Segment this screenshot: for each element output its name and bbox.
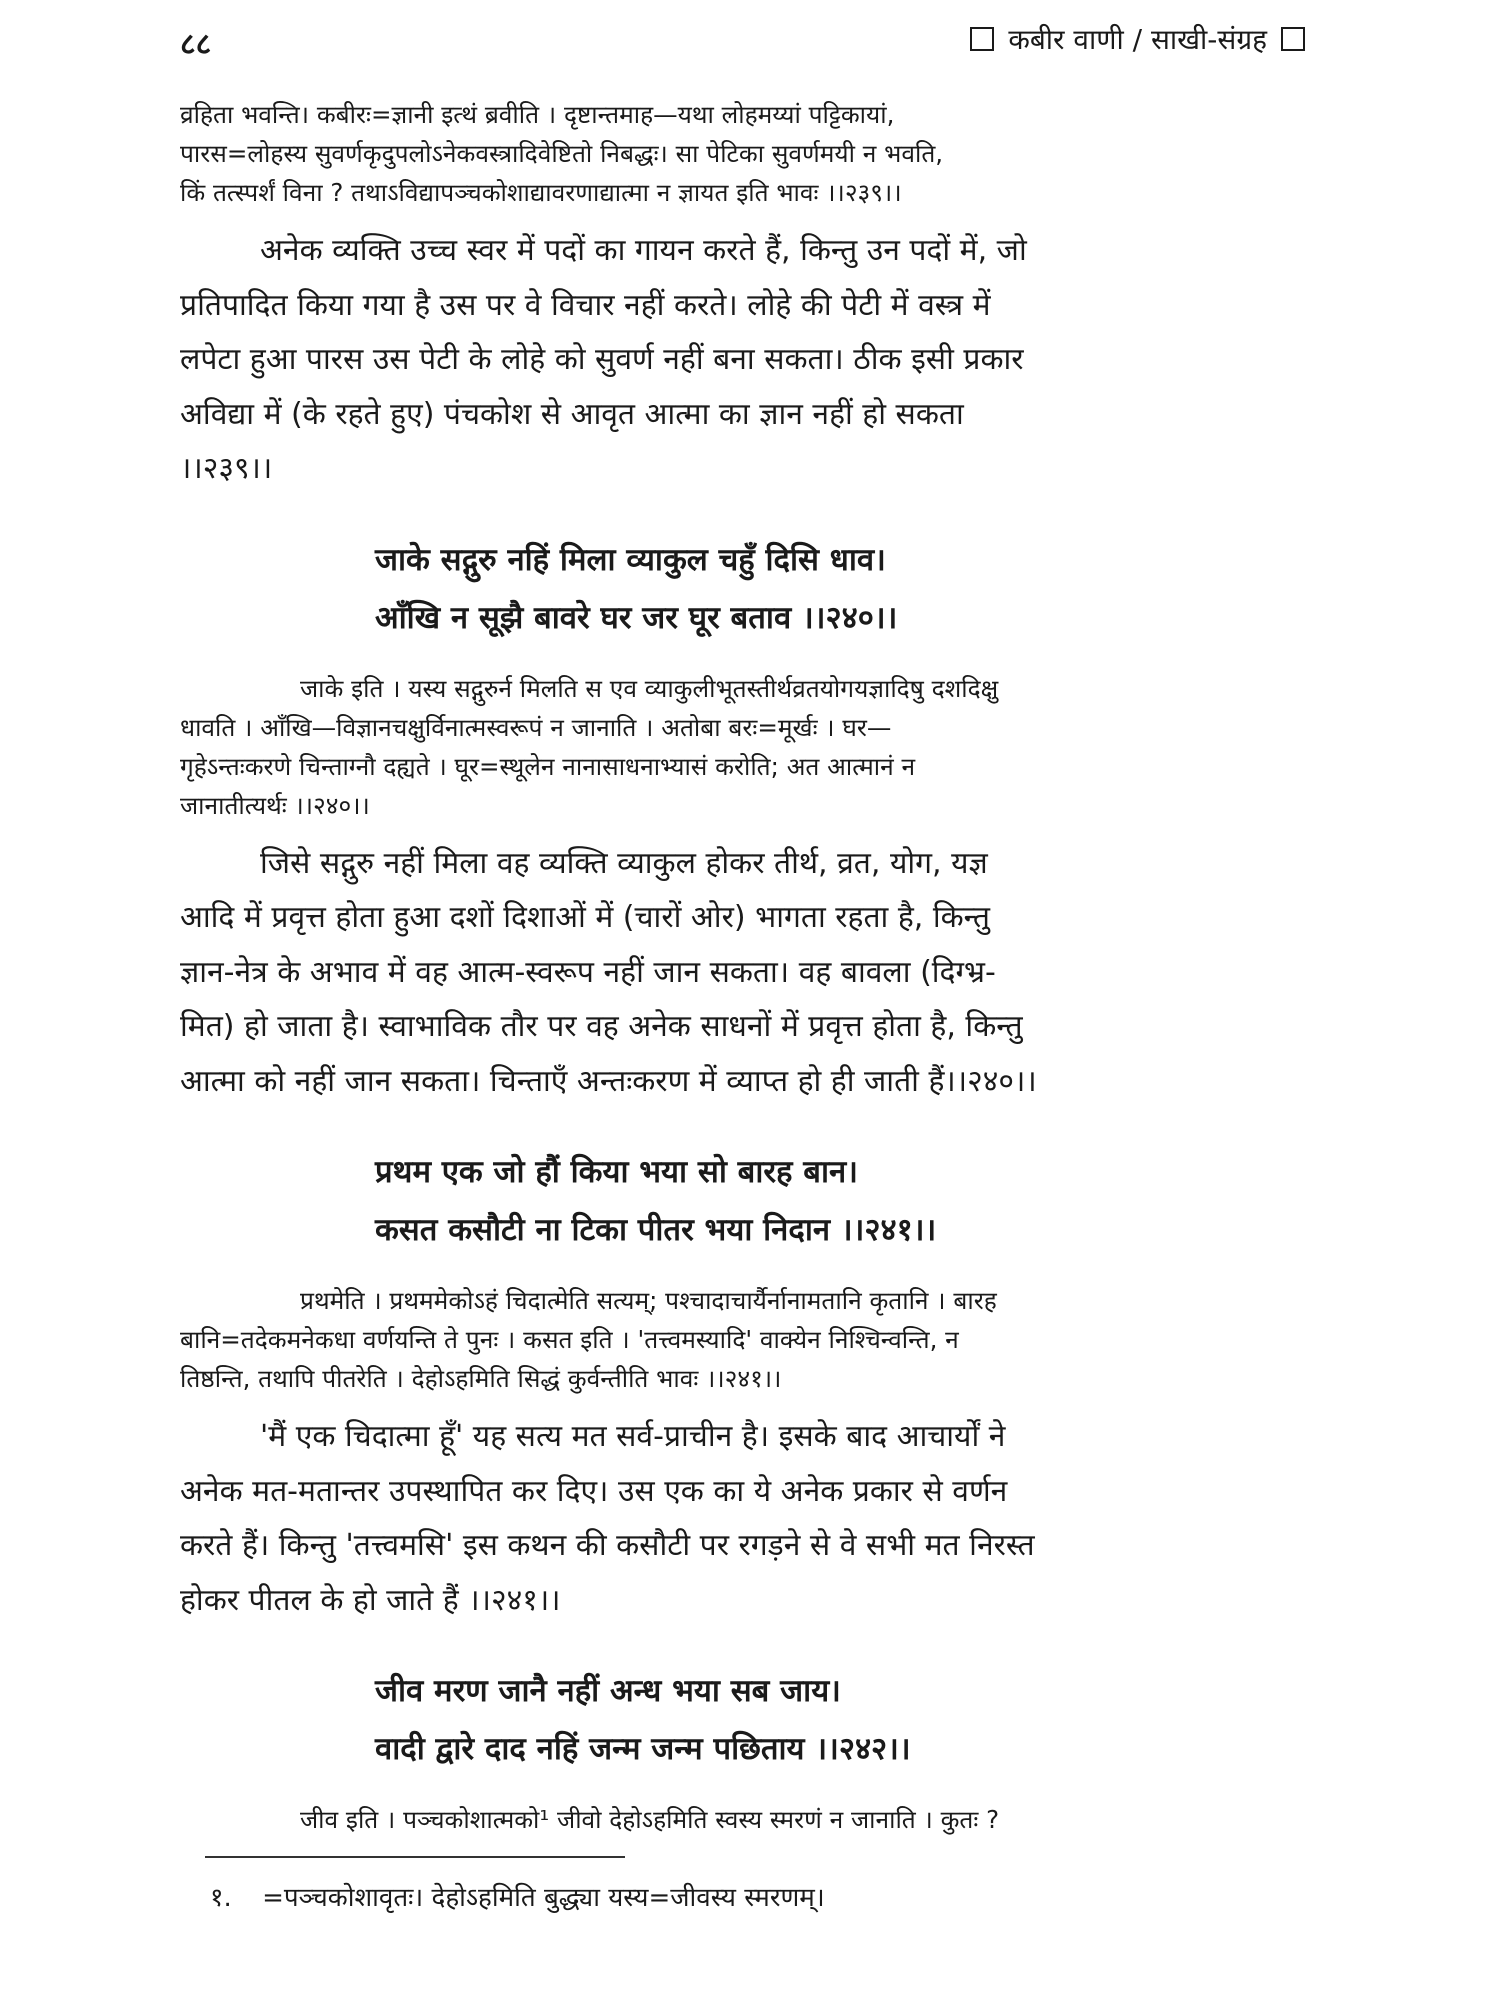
text-line: लपेटा हुआ पारस उस पेटी के लोहे को सुवर्ण नहीं बना सकता। ठीक इसी प्रकार — [180, 342, 1024, 377]
couplet-line: वादी द्वारे दाद नहिं जन्म जन्म पछिताय ।।२४२।। — [375, 1731, 911, 1767]
text-line: व्रहिता भवन्ति। कबीरः=ज्ञानी इत्थं ब्रवीति । दृष्टान्तमाह—यथा लोहमय्यां पट्टिकायां, — [180, 100, 895, 129]
couplet-line: जाके सद्गुरु नहिं मिला व्याकुल चहुँ दिसि धाव। — [375, 541, 886, 578]
text-line: आदि में प्रवृत्त होता हुआ दशों दिशाओं में (चारों ओर) भागता रहता है, किन्तु — [180, 900, 991, 935]
text-line: 'मैं एक चिदात्मा हूँ' यह सत्य मत सर्व-प्राचीन है। इसके बाद आचार्यों ने — [260, 1419, 1006, 1454]
couplet-line: कसत कसौटी ना टिका पीतर भया निदान ।।२४१।। — [375, 1212, 937, 1248]
text-line: गृहेऽन्तःकरणे चिन्ताग्नौ दह्यते । घूर=स्थूलेन नानासाधनाभ्यासं करोति; अत आत्मानं न — [180, 751, 916, 781]
text-line: होकर पीतल के हो जाते हैं ।।२४१।। — [180, 1582, 561, 1618]
text-line: बानि=तदेकमनेकधा वर्णयन्ति ते पुनः । कसत इति । 'तत्त्वमस्यादि' वाक्येन निश्चिन्वन्ति, न — [180, 1325, 959, 1354]
sanskrit-commentary — [180, 95, 1310, 212]
square-ornament-icon — [1281, 27, 1305, 51]
sanskrit-commentary — [180, 1281, 1310, 1398]
text-line: जीव इति । पञ्चकोशात्मको¹ जीवो देहोऽहमिति स्वस्य स्मरणं न जानाति । कुतः ? — [300, 1805, 1000, 1834]
hindi-explanation — [180, 224, 1310, 497]
footnote — [210, 1878, 825, 1914]
text-line: जिसे सद्गुरु नहीं मिला वह व्यक्ति व्याकुल होकर तीर्थ, व्रत, योग, यज्ञ — [260, 845, 988, 881]
footnote-marker: १. — [210, 1883, 232, 1913]
running-title-text: कबीर वाणी / साखी-संग्रह — [1008, 23, 1267, 56]
text-line: ।।२३९।। — [180, 451, 273, 486]
hindi-explanation — [180, 1410, 1310, 1628]
text-line: अनेक मत-मतान्तर उपस्थापित कर दिए। उस एक का ये अनेक प्रकार से वर्णन — [180, 1473, 1008, 1509]
sanskrit-commentary — [180, 669, 1310, 825]
text-line: आत्मा को नहीं जान सकता। चिन्ताएँ अन्तःकरण में व्याप्त हो ही जाती हैं।।२४०।। — [180, 1063, 1037, 1099]
text-line: जानातीत्यर्थः ।।२४०।। — [180, 790, 370, 820]
text-line: धावति । आँखि—विज्ञानचक्षुर्विनात्मस्वरूपं न जानाति । अतोबा बरः=मूर्खः । घर— — [180, 712, 892, 742]
text-line: पारस=लोहस्य सुवर्णकृदुपलोऽनेकवस्त्रादिवेष्टितो निबद्धः। सा पेटिका सुवर्णमयी न भवति, — [180, 139, 944, 168]
text-line: प्रतिपादित किया गया है उस पर वे विचार नहीं करते। लोहे की पेटी में वस्त्र में — [180, 287, 991, 323]
couplet — [180, 1143, 1310, 1259]
text-line: जाके इति । यस्य सद्गुरुर्न मिलति स एव व्याकुलीभूतस्तीर्थव्रतयोगयज्ञादिषु दशदिक्षु — [300, 673, 999, 703]
text-line: प्रथमेति । प्रथममेकोऽहं चिदात्मेति सत्यम्; पश्चादाचार्यैर्नानामतानि कृतानि । बारह — [300, 1286, 997, 1315]
text-line: अविद्या में (के रहते हुए) पंचकोश से आवृत आत्मा का ज्ञान नहीं हो सकता — [180, 396, 964, 432]
text-line: अनेक व्यक्ति उच्च स्वर में पदों का गायन करते हैं, किन्तु उन पदों में, जो — [260, 233, 1027, 268]
text-line: किं तत्स्पर्शं विना ? तथाऽविद्यापञ्चकोशाद्यावरणाद्यात्मा न ज्ञायत इति भावः ।।२३९।। — [180, 178, 902, 207]
couplet — [180, 531, 1310, 647]
square-ornament-icon — [970, 27, 994, 51]
text-line: तिष्ठन्ति, तथापि पीतरेति । देहोऽहमिति सिद्धं कुर्वन्तीति भावः ।।२४१।। — [180, 1364, 782, 1393]
text-line: करते हैं। किन्तु 'तत्त्वमसि' इस कथन की कसौटी पर रगड़ने से वे सभी मत निरस्त — [180, 1528, 1035, 1563]
couplet-line: प्रथम एक जो हौं किया भया सो बारह बान। — [375, 1154, 858, 1190]
couplet-line: जीव मरण जानै नहीं अन्ध भया सब जाय। — [375, 1673, 841, 1709]
couplet-line: आँखि न सूझै बावरे घर जर घूर बताव ।।२४०।। — [375, 599, 898, 636]
page-number: ८८ — [180, 27, 212, 62]
text-line: मित) हो जाता है। स्वाभाविक तौर पर वह अनेक साधनों में प्रवृत्त होता है, किन्तु — [180, 1009, 1023, 1044]
text-line: ज्ञान-नेत्र के अभाव में वह आत्म-स्वरूप नहीं जान सकता। वह बावला (दिग्भ्र- — [180, 954, 996, 990]
hindi-explanation — [180, 837, 1310, 1110]
footnote-rule — [205, 1856, 625, 1858]
sanskrit-commentary — [180, 1800, 1310, 1839]
footnote-text: =पञ्चकोशावृतः। देहोऽहमिति बुद्ध्या यस्य=जीवस्य स्मरणम्। — [262, 1883, 825, 1913]
page-header — [180, 10, 1305, 60]
page-body — [180, 95, 1310, 1839]
running-title — [970, 20, 1305, 58]
couplet — [180, 1662, 1310, 1778]
